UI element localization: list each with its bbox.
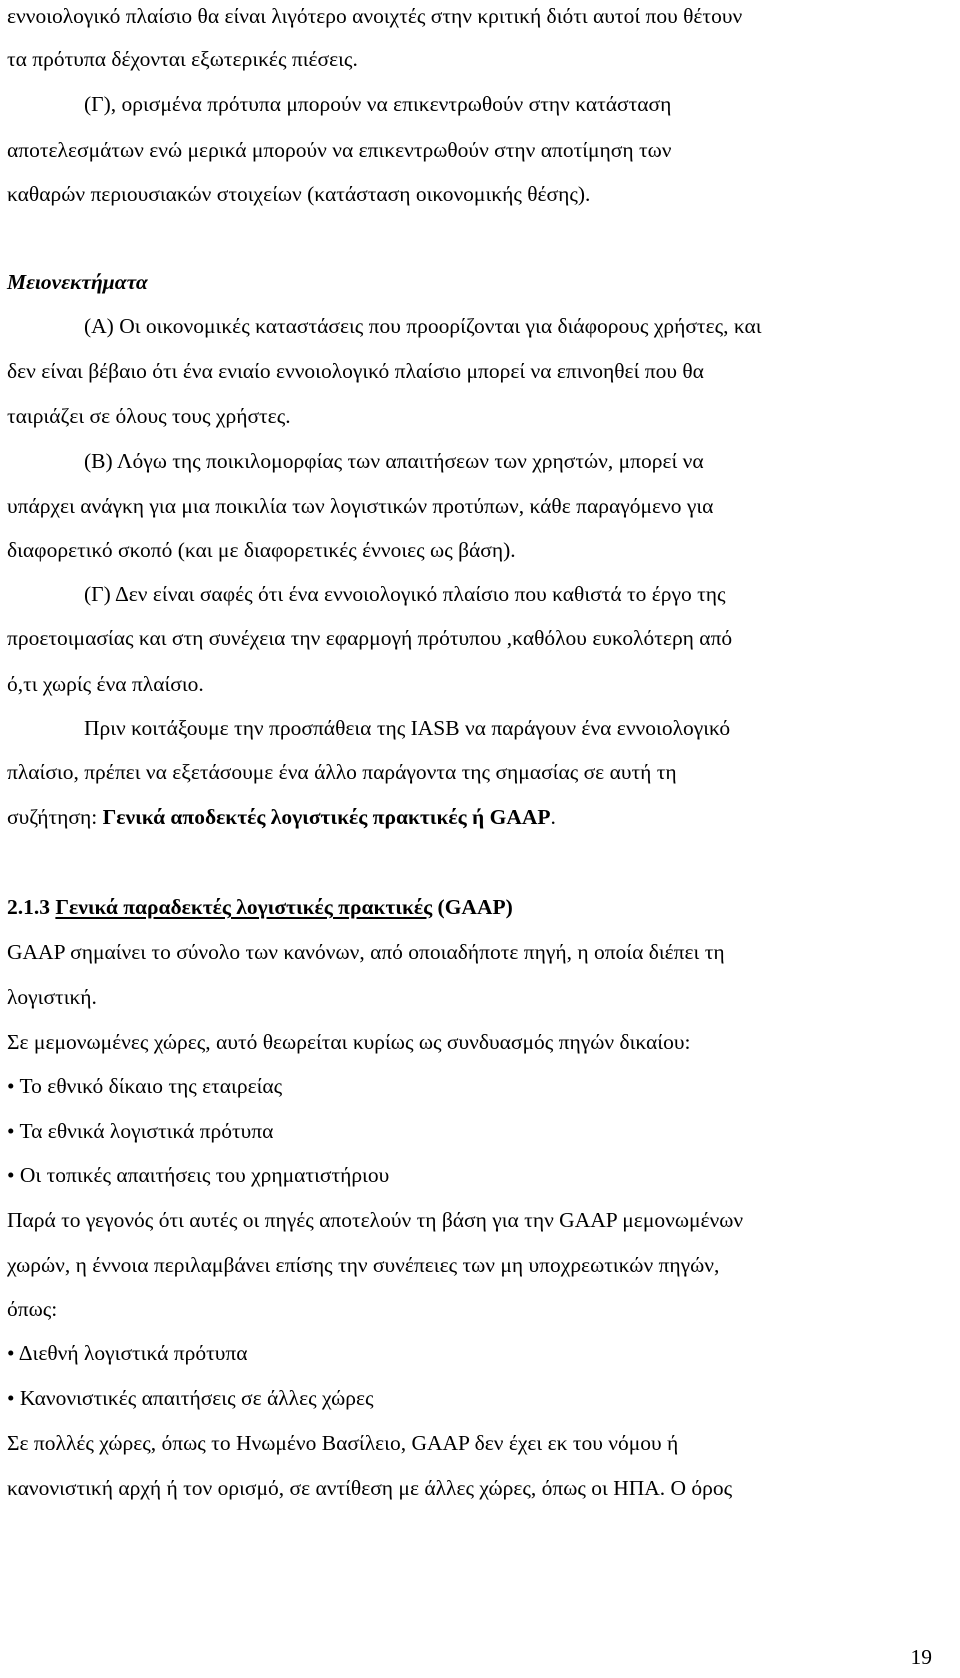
text-line: (Β) Λόγω της ποικιλομορφίας των απαιτήσεων των χρηστών, μπορεί να [84, 449, 704, 473]
text-line: (Γ) Δεν είναι σαφές ότι ένα εννοιολογικό πλαίσιο που καθιστά το έργο της [84, 582, 726, 606]
text-line: (Γ), ορισμένα πρότυπα μπορούν να επικεντρωθούν στην κατάσταση [84, 92, 672, 116]
text-line: Σε μεμονωμένες χώρες, αυτό θεωρείται κυρίως ως συνδυασμός πηγών δικαίου: [7, 1030, 691, 1054]
text-line: (Α) Οι οικονομικές καταστάσεις που προορίζονται για διάφορους χρήστες, και [84, 314, 762, 338]
text-line: Σε πολλές χώρες, όπως το Ηνωμένο Βασίλειο, GAAP δεν έχει εκ του νόμου ή [7, 1431, 679, 1455]
text-line: λογιστική. [7, 985, 97, 1009]
text-line: Πριν κοιτάξουμε την προσπάθεια της IASB να παράγουν ένα εννοιολογικό [84, 716, 731, 740]
section-title: Γενικά παραδεκτές λογιστικές πρακτικές [55, 895, 433, 919]
list-item: • Διεθνή λογιστικά πρότυπα [7, 1341, 248, 1365]
list-item: • Οι τοπικές απαιτήσεις του χρηματιστήριου [7, 1163, 390, 1187]
text-line-discussion [7, 803, 556, 831]
text-line: πλαίσιο, πρέπει να εξετάσουμε ένα άλλο παράγοντα της σημασίας σε αυτή τη [7, 760, 677, 784]
section-suffix: (GAAP) [432, 895, 513, 919]
list-item: • Τα εθνικά λογιστικά πρότυπα [7, 1119, 274, 1143]
section-heading-disadvantages: Μειονεκτήματα [7, 270, 148, 294]
text-line: ό,τι χωρίς ένα πλαίσιο. [7, 672, 204, 696]
discussion-bold-term: Γενικά αποδεκτές λογιστικές πρακτικές ή GAAP [102, 805, 551, 829]
text-line: GAAP σημαίνει το σύνολο των κανόνων, από οποιαδήποτε πηγή, η οποία διέπει τη [7, 940, 725, 964]
text-line: χωρών, η έννοια περιλαμβάνει επίσης την συνέπειες των μη υποχρεωτικών πηγών, [7, 1253, 720, 1277]
text-line: προετοιμασίας και στη συνέχεια την εφαρμογή πρότυπου ,καθόλου ευκολότερη από [7, 626, 733, 650]
text-line: διαφορετικό σκοπό (και με διαφορετικές έννοιες ως βάση). [7, 538, 516, 562]
section-heading-gaap [7, 893, 513, 921]
text-line: τα πρότυπα δέχονται εξωτερικές πιέσεις. [7, 47, 358, 71]
text-line: εννοιολογικό πλαίσιο θα είναι λιγότερο ανοιχτές στην κριτική διότι αυτοί που θέτουν [7, 4, 743, 28]
discussion-suffix: . [550, 805, 556, 829]
section-number: 2.1.3 [7, 895, 56, 919]
list-item: • Το εθνικό δίκαιο της εταιρείας [7, 1074, 283, 1098]
text-line: ταιριάζει σε όλους τους χρήστες. [7, 404, 291, 428]
text-line: Παρά το γεγονός ότι αυτές οι πηγές αποτελούν τη βάση για την GAAP μεμονωμένων [7, 1208, 744, 1232]
text-line: κανονιστική αρχή ή τον ορισμό, σε αντίθεση με άλλες χώρες, όπως οι ΗΠΑ. Ο όρος [7, 1476, 733, 1500]
list-item: • Κανονιστικές απαιτήσεις σε άλλες χώρες [7, 1386, 374, 1410]
text-line: όπως: [7, 1297, 58, 1321]
text-line: καθαρών περιουσιακών στοιχείων (κατάσταση οικονομικής θέσης). [7, 182, 591, 206]
page-number: 19 [910, 1645, 932, 1669]
text-line: υπάρχει ανάγκη για μια ποικιλία των λογιστικών προτύπων, κάθε παραγόμενο για [7, 494, 714, 518]
discussion-prefix: συζήτηση: [7, 805, 103, 829]
text-line: αποτελεσμάτων ενώ μερικά μπορούν να επικεντρωθούν στην αποτίμηση των [7, 138, 672, 162]
text-line: δεν είναι βέβαιο ότι ένα ενιαίο εννοιολογικό πλαίσιο μπορεί να επινοηθεί που θα [7, 359, 704, 383]
